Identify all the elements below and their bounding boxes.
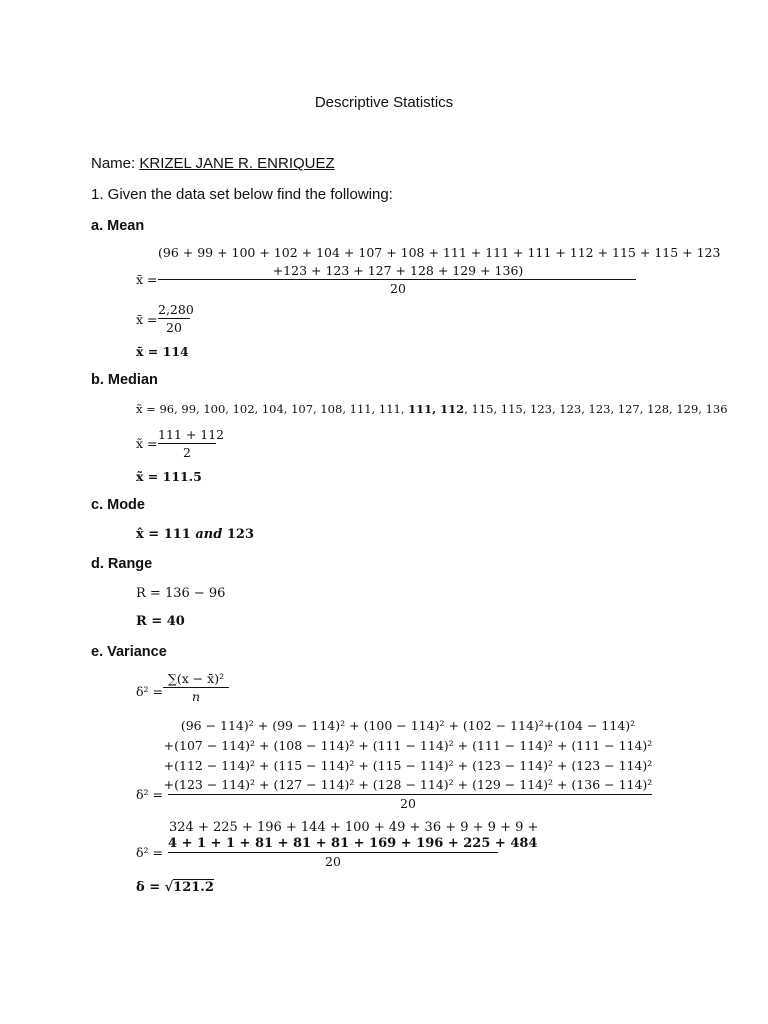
variance-expanded-lhs: δ² =	[136, 787, 163, 802]
variance-expanded-line3: +(112 − 114)² + (115 − 114)² + (115 − 114)² + (123 − 114)² + (123 − 114)²	[163, 758, 653, 773]
mean-numerator-line1: (96 + 99 + 100 + 102 + 104 + 107 + 108 + 111 + 111 + 111 + 112 + 115 + 115 + 123	[158, 245, 721, 260]
variance-final	[136, 880, 214, 895]
range-heading: d. Range	[91, 556, 153, 572]
variance-final-value: 121.2	[173, 880, 214, 895]
variance-expanded-line1: (96 − 114)² + (99 − 114)² + (100 − 114)² + (102 − 114)²+(104 − 114)²	[180, 718, 636, 733]
variance-squares-bar	[168, 852, 498, 853]
median-data-post: , 115, 115, 123, 123, 123, 127, 128, 129, 136	[464, 402, 728, 416]
variance-expanded-denominator: 20	[400, 796, 416, 811]
median-result: x̃ = 111.5	[136, 469, 202, 484]
mode-and: and	[195, 527, 223, 542]
name-line	[91, 155, 335, 172]
variance-definition-bar	[163, 687, 229, 688]
variance-final-lhs: δ = √	[136, 880, 174, 895]
mean-result: x̄ = 114	[136, 344, 189, 359]
variance-squares-denominator: 20	[325, 854, 341, 869]
median-step2-denominator: 2	[183, 445, 191, 460]
variance-squares-lhs: δ² =	[136, 845, 163, 860]
median-data-pre: 96, 99, 100, 102, 104, 107, 108, 111, 111,	[159, 402, 409, 416]
variance-squares-line2: 4 + 1 + 1 + 81 + 81 + 81 + 169 + 196 + 225 + 484	[168, 836, 538, 851]
variance-definition-lhs: δ² =	[136, 684, 163, 699]
variance-definition-denominator: n	[191, 689, 201, 704]
variance-expanded-line4: +(123 − 114)² + (127 − 114)² + (128 − 114)² + (129 − 114)² + (136 − 114)²	[163, 777, 653, 792]
name-label: Name:	[91, 155, 140, 172]
name-value: KRIZEL JANE R. ENRIQUEZ	[139, 155, 335, 172]
median-data-middle: 111, 112	[408, 402, 465, 416]
median-data-line	[136, 402, 728, 416]
mean-step2-denominator: 20	[166, 320, 182, 335]
question-text: 1. Given the data set below find the following:	[91, 186, 393, 203]
median-step2-numerator: 111 + 112	[158, 427, 225, 442]
variance-definition-fraction	[163, 671, 229, 704]
variance-heading: e. Variance	[91, 644, 167, 660]
median-step2-fraction	[158, 427, 225, 460]
mean-step2-bar	[158, 318, 190, 319]
mean-denominator: 20	[390, 281, 406, 296]
mean-numerator-line2: +123 + 123 + 127 + 128 + 129 + 136)	[272, 263, 524, 278]
mean-step2-lhs: x̄ =	[136, 312, 158, 327]
median-step2-lhs: x̃ =	[136, 436, 158, 451]
mean-lhs: x̄ =	[136, 272, 158, 287]
mode-value-1: 111	[163, 527, 196, 542]
mode-heading: c. Mode	[91, 497, 145, 513]
mode-result	[136, 527, 254, 542]
mean-fraction-bar	[158, 279, 636, 280]
range-formula: R = 136 − 96	[136, 586, 226, 601]
mean-heading: a. Mean	[91, 218, 145, 234]
mode-lhs: x̂ =	[136, 527, 164, 542]
range-result: R = 40	[136, 614, 185, 629]
variance-definition-numerator: ∑(x − x̄)²	[167, 671, 225, 686]
mode-value-2: 123	[222, 527, 255, 542]
mean-step2-numerator: 2,280	[158, 302, 194, 317]
variance-squares-line1: 324 + 225 + 196 + 144 + 100 + 49 + 36 + 9 + 9 + 9 +	[169, 820, 539, 835]
variance-expanded-line2: +(107 − 114)² + (108 − 114)² + (111 − 114)² + (111 − 114)² + (111 − 114)²	[163, 738, 653, 753]
median-heading: b. Median	[91, 372, 158, 388]
page-title: Descriptive Statistics	[314, 94, 454, 111]
median-step2-bar	[158, 443, 216, 444]
median-lhs: x̃ =	[136, 402, 160, 416]
variance-expanded-bar	[168, 794, 652, 795]
mean-step2-fraction	[158, 302, 194, 335]
